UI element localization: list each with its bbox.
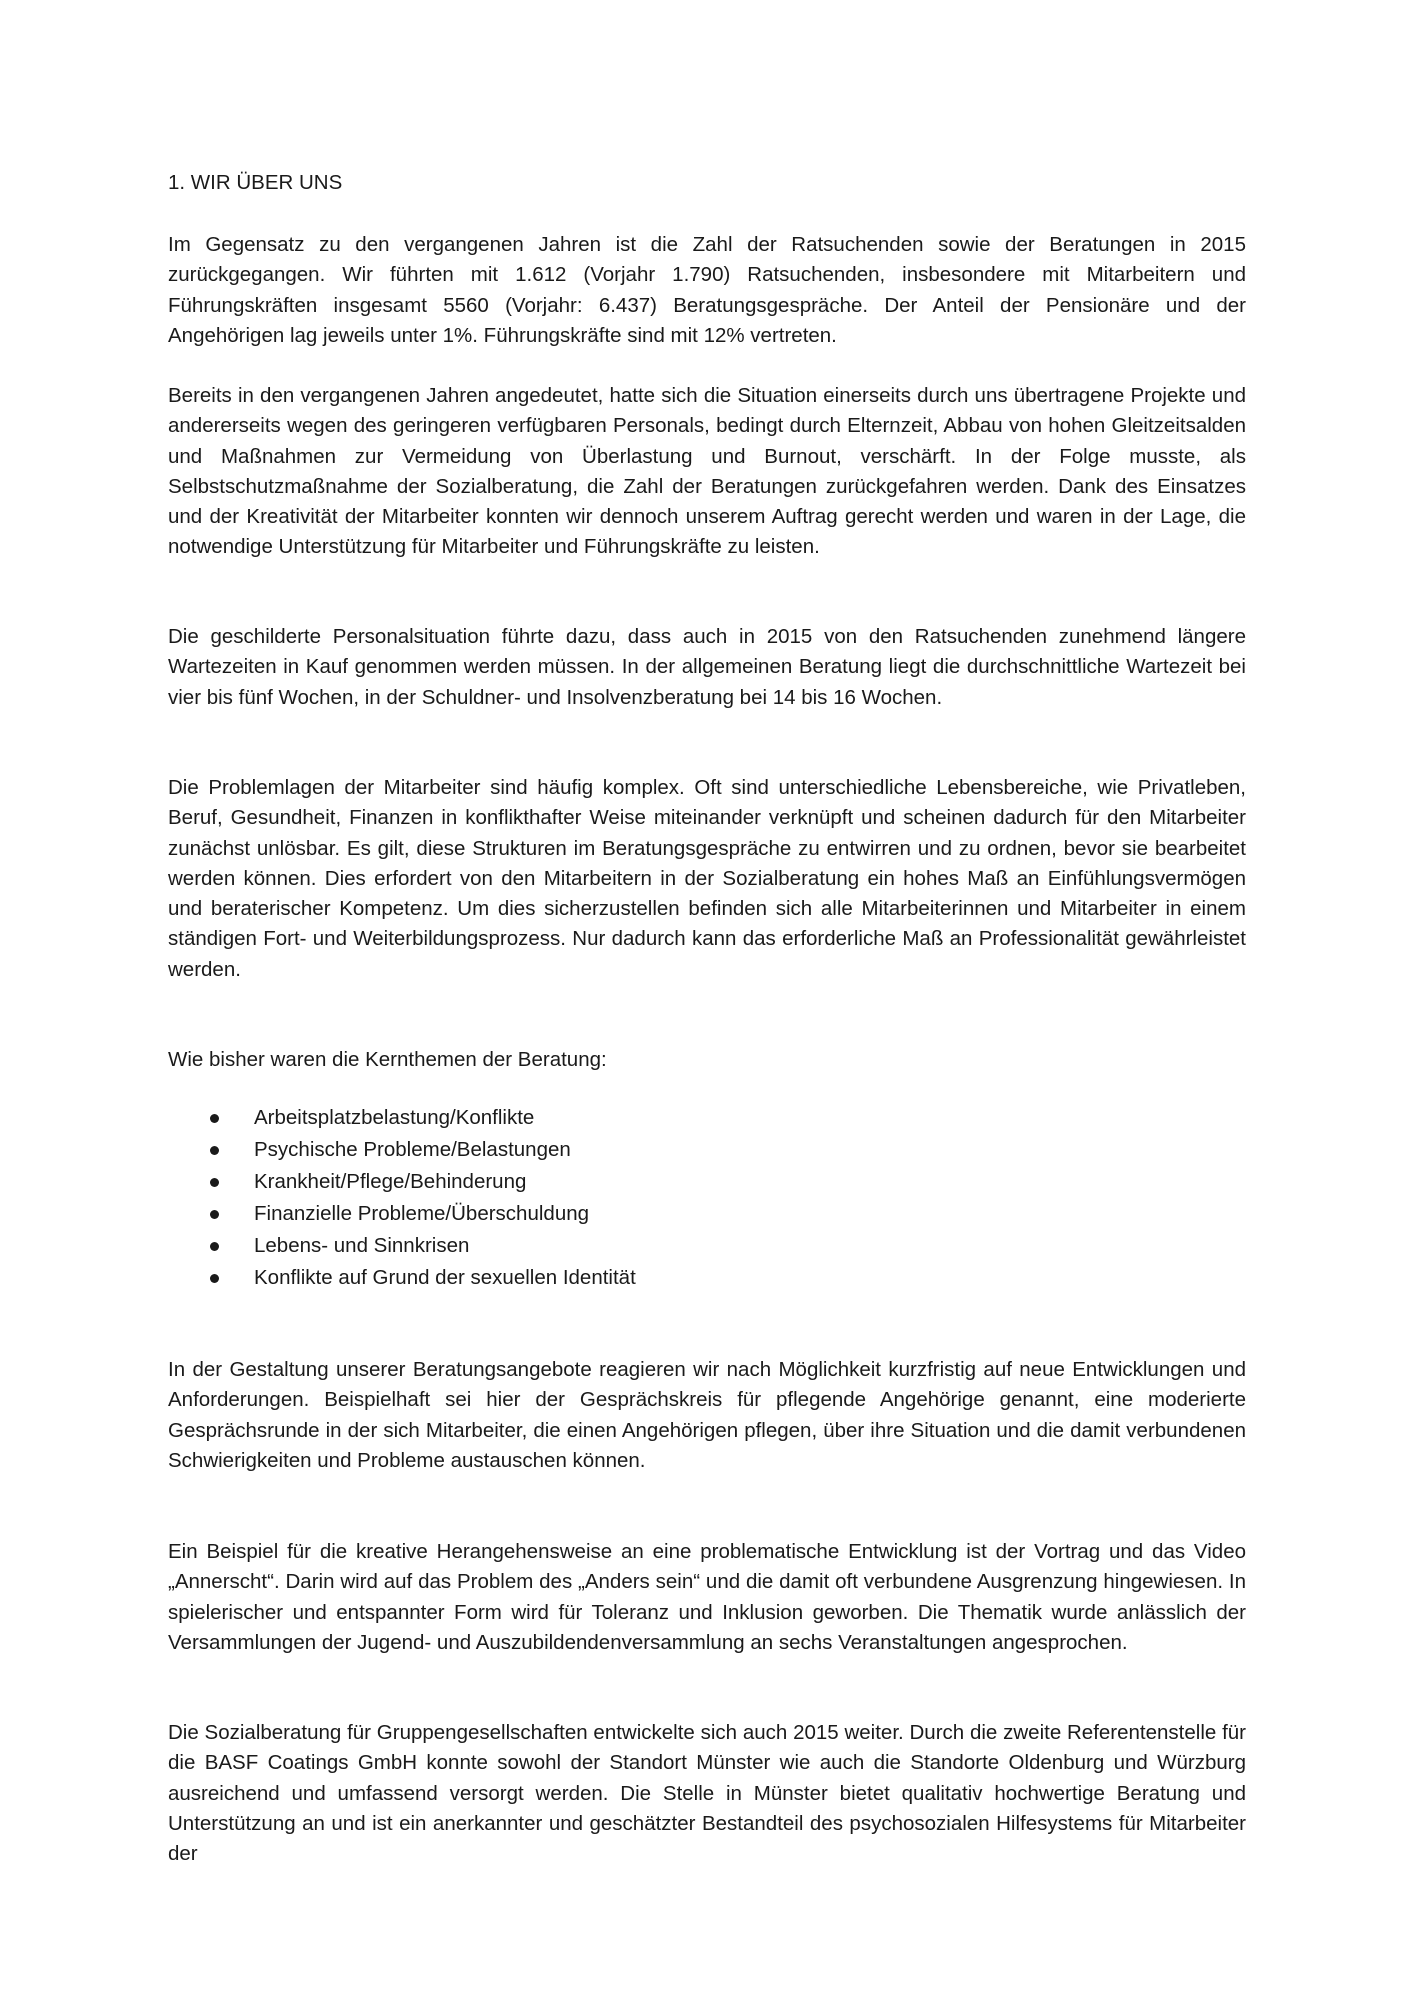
bullet-icon — [210, 1114, 219, 1123]
paragraph-group-companies: Die Sozialberatung für Gruppengesellschaften entwickelte sich auch 2015 weiter. Durch die zweite Referentenstelle für die BASF Coatings GmbH konnte sowohl der Standort Münster wie auch die Standorte Oldenburg und Würzburg ausreichend und umfassend versorgt werden. Die Stelle in Münster bietet qualitativ hochwertige Beratung und Unterstützung an und ist ein anerkannter und geschätzter Bestandteil des psychosozialen Hilfesystems für Mitarbeiter der — [168, 1721, 1246, 1866]
bullet-icon — [210, 1178, 219, 1187]
list-item — [168, 1198, 1246, 1230]
list-item-text: Lebens- und Sinnkrisen — [254, 1234, 470, 1257]
list-item — [168, 1134, 1246, 1166]
section-heading: 1. WIR ÜBER UNS — [168, 171, 343, 194]
list-item-text: Psychische Probleme/Belastungen — [254, 1138, 571, 1161]
list-item — [168, 1166, 1246, 1198]
paragraph-problem-complexity: Die Problemlagen der Mitarbeiter sind häufig komplex. Oft sind unterschiedliche Lebensbereiche, wie Privatleben, Beruf, Gesundheit, Finanzen in konflikthafter Weise miteinander verknüpft und scheinen dadurch für den Mitarbeiter zunächst unlösbar. Es gilt, diese Strukturen im Beratungsgespräche zu entwirren und zu ordnen, bevor sie bearbeitet werden können. Dies erfordert von den Mitarbeitern in der Sozialberatung ein hohes Maß an Einfühlungsvermögen und beraterischer Kompetenz. Um dies sicherzustellen befinden sich alle Mitarbeiterinnen und Mitarbeiter in einem ständigen Fort- und Weiterbildungsprozess. Nur dadurch kann das erforderliche Maß an Professionalität gewährleistet werden. — [168, 776, 1246, 981]
paragraph-annerscht-example: Ein Beispiel für die kreative Herangehensweise an eine problematische Entwicklung ist der Vortrag und das Video „Annerscht“. Darin wird auf das Problem des „Anders sein“ und die damit oft verbundene Ausgrenzung hingewiesen. In spielerischer und entspannter Form wird für Toleranz und Inklusion geworben. Die Thematik wurde anlässlich der Versammlungen der Jugend- und Auszubildendenversammlung an sechs Veranstaltungen angesprochen. — [168, 1540, 1246, 1654]
list-item — [168, 1262, 1246, 1294]
paragraph-offerings: In der Gestaltung unserer Beratungsangebote reagieren wir nach Möglichkeit kurzfristig auf neue Entwicklungen und Anforderungen. Beispielhaft sei hier der Gesprächskreis für pflegende Angehörige genannt, eine moderierte Gesprächsrunde in der sich Mitarbeiter, die einen Angehörigen pflegen, über ihre Situation und die damit verbundenen Schwierigkeiten und Probleme austauschen können. — [168, 1358, 1246, 1472]
core-topics-list — [168, 1102, 1246, 1294]
bullet-icon — [210, 1242, 219, 1251]
list-item — [168, 1102, 1246, 1134]
paragraph-waiting-times: Die geschilderte Personalsituation führte dazu, dass auch in 2015 von den Ratsuchenden zunehmend längere Wartezeiten in Kauf genommen werden müssen. In der allgemeinen Beratung liegt die durchschnittliche Wartezeit bei vier bis fünf Wochen, in der Schuldner- und Insolvenzberatung bei 14 bis 16 Wochen. — [168, 625, 1246, 709]
bullet-icon — [210, 1274, 219, 1283]
paragraph-statistics: Im Gegensatz zu den vergangenen Jahren ist die Zahl der Ratsuchenden sowie der Beratungen in 2015 zurückgegangen. Wir führten mit 1.612 (Vorjahr 1.790) Ratsuchenden, insbesondere mit Mitarbeitern und Führungskräften insgesamt 5560 (Vorjahr: 6.437) Beratungsgespräche. Der Anteil der Pensionäre und der Angehörigen lag jeweils unter 1%. Führungskräfte sind mit 12% vertreten. — [168, 233, 1246, 347]
list-item-text: Arbeitsplatzbelastung/Konflikte — [254, 1106, 535, 1129]
bullet-icon — [210, 1210, 219, 1219]
bullet-icon — [210, 1146, 219, 1155]
list-item-text: Krankheit/Pflege/Behinderung — [254, 1170, 527, 1193]
paragraph-staffing-situation: Bereits in den vergangenen Jahren angedeutet, hatte sich die Situation einerseits durch uns übertragene Projekte und andererseits wegen des geringeren verfügbaren Personals, bedingt durch Elternzeit, Abbau von hohen Gleitzeitsalden und Maßnahmen zur Vermeidung von Überlastung und Burnout, verschärft. In der Folge musste, als Selbstschutzmaßnahme der Sozialberatung, die Zahl der Beratungen zurückgefahren werden. Dank des Einsatzes und der Kreativität der Mitarbeiter konnten wir dennoch unserem Auftrag gerecht werden und waren in der Lage, die notwendige Unterstützung für Mitarbeiter und Führungskräfte zu leisten. — [168, 384, 1246, 559]
list-item — [168, 1230, 1246, 1262]
list-item-text: Konflikte auf Grund der sexuellen Identität — [254, 1266, 636, 1289]
list-item-text: Finanzielle Probleme/Überschuldung — [254, 1202, 590, 1225]
topics-intro: Wie bisher waren die Kernthemen der Beratung: — [168, 1048, 607, 1071]
